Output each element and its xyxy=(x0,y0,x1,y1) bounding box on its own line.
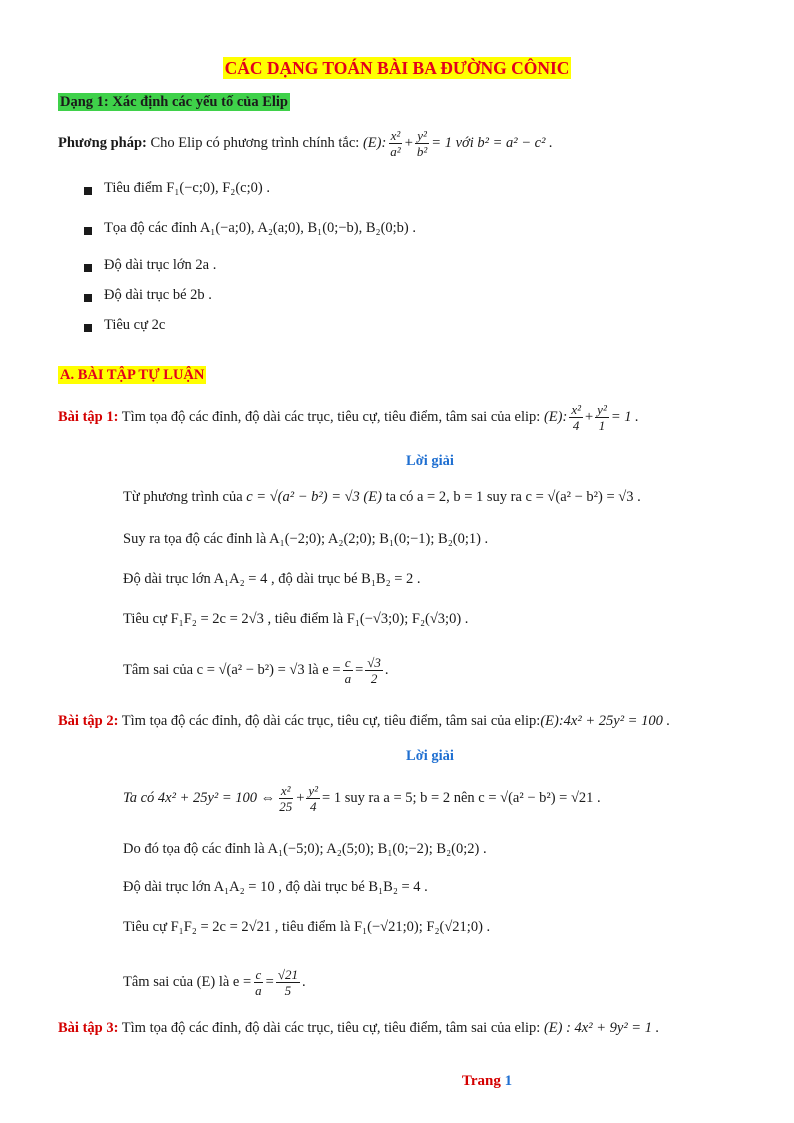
fraction-c-a: $\frac{c}{a}$ xyxy=(255,967,262,998)
solution-1-line-4: Tiêu cự F₁F₂ = 2c = 2√3 , tiêu điểm là F₁(−√3;0); F₂(√3;0) . xyxy=(123,611,469,627)
bai-tap-2: Bài tập 2: Tìm tọa độ các đỉnh, độ dài các trục, tiêu cự, tiêu điểm, tâm sai của elip:(E):4x² + 25y² = 100 . xyxy=(58,713,671,729)
fraction-sqrt3-2: $\frac{√3}{2}$ xyxy=(367,655,381,686)
bullet-item: Độ dài trục lớn 2a . xyxy=(104,257,217,273)
solution-2-line-2: Do đó tọa độ các đỉnh là A₁(−5;0); A₂(5;0); B₁(0;−2); B₂(0;2) . xyxy=(123,841,487,857)
solution-1-line-5: Tâm sai của c = √(a² − b²) = √3 là e = $\frac{c}{a}$ = $\frac{√3}{2}$ . xyxy=(123,655,389,686)
bullet-item: Tọa độ các đỉnh A₁(−a;0), A₂(a;0), B₁(0;−b), B₂(0;b) . xyxy=(104,220,417,236)
fraction-x2-4: $\frac{\text{x²}}{4}$ xyxy=(571,402,581,433)
bullet-square xyxy=(84,324,92,332)
phuong-phap-label: Phương pháp: xyxy=(58,134,147,151)
dang-1-heading: Dạng 1: Xác định các yếu tố của Elip xyxy=(60,94,288,110)
solution-1-line-2: Suy ra tọa độ các đỉnh là A₁(−2;0); A₂(2;0); B₁(0;−1); B₂(0;1) . xyxy=(123,531,489,547)
solution-2-line-4: Tiêu cự F₁F₂ = 2c = 2√21 , tiêu điểm là F₁(−√21;0); F₂(√21;0) . xyxy=(123,919,491,935)
solution-2-line-1: Ta có 4x² + 25y² = 100 ⇔ $\frac{\text{x²}}{25}$ + $\frac{\text{y²}}{4}$ = 1 suy ra a = 5; b = 2 nên c = √(a² − b²) = √21 . xyxy=(123,783,601,814)
solution-1-line-3: Độ dài trục lớn A₁A₂ = 4 , độ dài trục bé B₁B₂ = 2 . xyxy=(123,571,421,587)
loi-giai-heading: Lời giải xyxy=(406,748,454,764)
bullet-square xyxy=(84,294,92,302)
solution-2-line-3: Độ dài trục lớn A₁A₂ = 10 , độ dài trục bé B₁B₂ = 4 . xyxy=(123,879,428,895)
bullet-item: Tiêu cự 2c xyxy=(104,317,166,333)
page-footer: Trang 1 xyxy=(461,1073,513,1089)
fraction-x2-25: $\frac{\text{x²}}{25}$ xyxy=(279,783,293,814)
solution-1-line-1: Từ phương trình của c = √(a² − b²) = √3 (E) ta có a = 2, b = 1 suy ra c = √(a² − b²) = √3 . xyxy=(123,489,641,505)
page-title: CÁC DẠNG TOÁN BÀI BA ĐƯỜNG CÔNIC xyxy=(224,58,570,78)
fraction-c-a: $\frac{c}{a}$ xyxy=(344,655,352,686)
bullet-item: Độ dài trục bé 2b . xyxy=(104,287,212,303)
phuong-phap-line: Phương pháp: Cho Elip có phương trình chính tắc: (E): $\frac{\text{x²}}{\text{a²}}$ + $\frac{\text{y²}}{\text{b²}}$ = 1 với b² = a² − c² . xyxy=(58,128,553,159)
bullet-square xyxy=(84,187,92,195)
loi-giai-heading: Lời giải xyxy=(406,453,454,469)
bullet-square xyxy=(84,227,92,235)
section-a-heading: A. BÀI TẬP TỰ LUẬN xyxy=(60,367,205,383)
fraction-y2-4: $\frac{\text{y²}}{4}$ xyxy=(308,783,319,814)
bullet-item: Tiêu điểm F₁(−c;0), F₂(c;0) . xyxy=(104,180,270,196)
solution-2-line-5: Tâm sai của (E) là e = $\frac{c}{a}$ = $\frac{√21}{5}$ . xyxy=(123,967,306,998)
fraction-x2-a2: $\frac{\text{x²}}{\text{a²}}$ xyxy=(390,128,401,159)
fraction-sqrt21-5: $\frac{√21}{5}$ xyxy=(277,967,298,998)
bai-tap-1: Bài tập 1: Tìm tọa độ các đỉnh, độ dài các trục, tiêu cự, tiêu điểm, tâm sai của elip: (E): $\frac{\text{x²}}{4}$ + $\frac{\text{y²}}{1}$ = 1 . xyxy=(58,402,639,433)
fraction-y2-b2: $\frac{\text{y²}}{\text{b²}}$ xyxy=(416,128,428,159)
fraction-y2-1: $\frac{\text{y²}}{1}$ xyxy=(597,402,607,433)
bullet-square xyxy=(84,264,92,272)
bai-tap-3: Bài tập 3: Tìm tọa độ các đỉnh, độ dài các trục, tiêu cự, tiêu điểm, tâm sai của elip: (E) : 4x² + 9y² = 1 . xyxy=(58,1020,660,1036)
